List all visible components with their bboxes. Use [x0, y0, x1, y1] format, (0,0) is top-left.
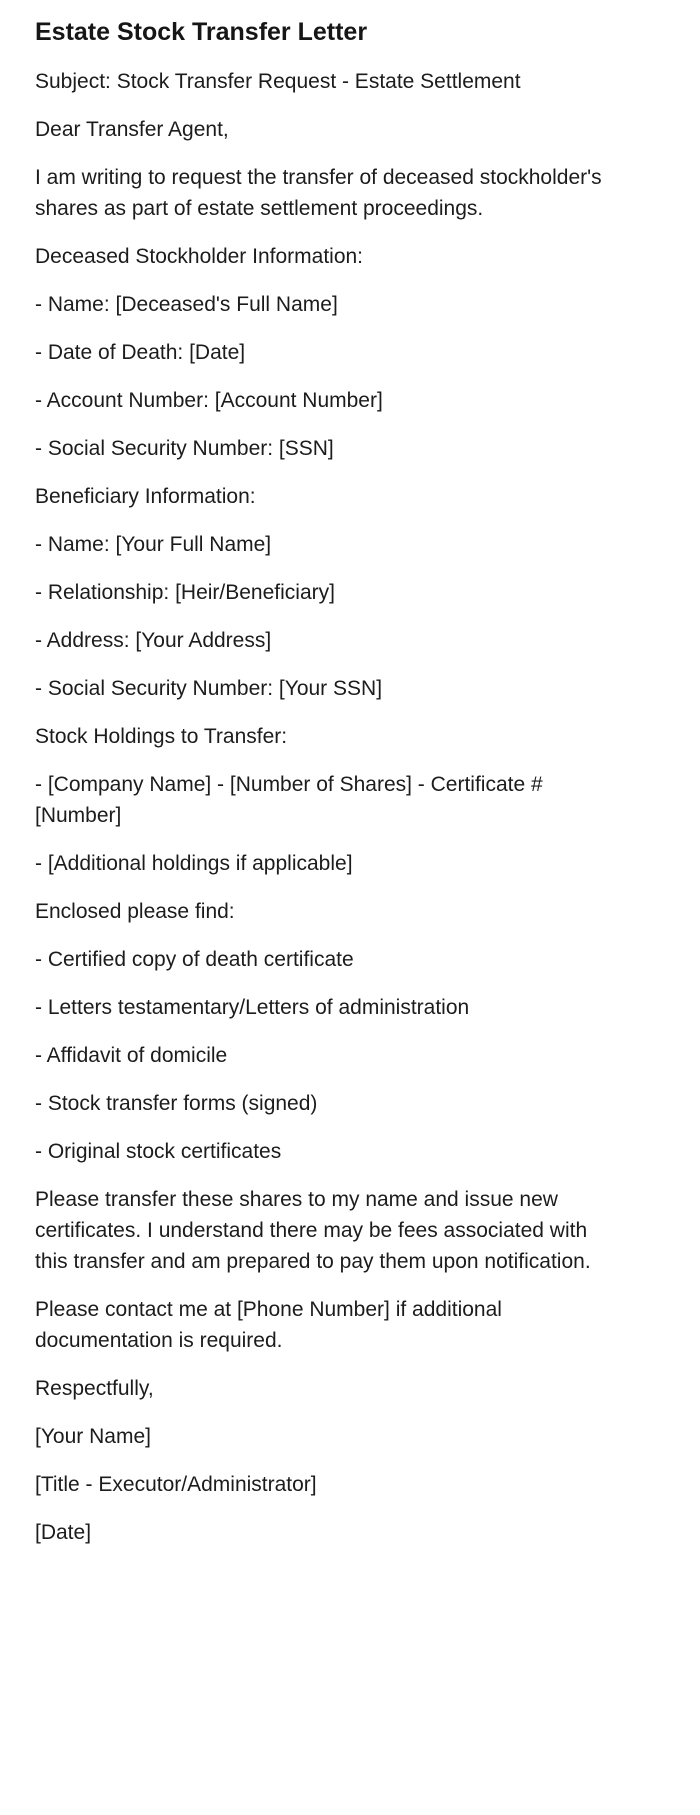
bullet-relationship: - Relationship: [Heir/Beneficiary]: [35, 581, 335, 604]
section-heading-beneficiary-info: Beneficiary Information:: [35, 485, 256, 508]
bullet-additional-holdings: - [Additional holdings if applicable]: [35, 852, 353, 875]
document-title: Estate Stock Transfer Letter: [35, 18, 368, 46]
bullet-death-certificate: - Certified copy of death certificate: [35, 948, 354, 971]
bullet-affidavit-domicile: - Affidavit of domicile: [35, 1044, 228, 1067]
sign-off: Respectfully,: [35, 1377, 154, 1400]
signature-title: [Title - Executor/Administrator]: [35, 1473, 317, 1496]
intro-paragraph: I am writing to request the transfer of deceased stockholder's shares as part of estate settlement proceedings.: [35, 166, 602, 220]
closing-request-paragraph: Please transfer these shares to my name and issue new certificates. I understand there may be fees associated with this transfer and am prepared to pay them upon notification.: [35, 1188, 591, 1273]
bullet-deceased-ssn: - Social Security Number: [SSN]: [35, 437, 334, 460]
bullet-company-holding: - [Company Name] - [Number of Shares] - Certificate #[Number]: [35, 773, 543, 827]
subject-line: Subject: Stock Transfer Request - Estate Settlement: [35, 70, 521, 93]
bullet-beneficiary-name: - Name: [Your Full Name]: [35, 533, 272, 556]
signature-name: [Your Name]: [35, 1425, 151, 1448]
bullet-original-certificates: - Original stock certificates: [35, 1140, 282, 1163]
section-heading-deceased-info: Deceased Stockholder Information:: [35, 245, 364, 268]
bullet-account-number: - Account Number: [Account Number]: [35, 389, 383, 412]
bullet-address: - Address: [Your Address]: [35, 629, 272, 652]
signature-date: [Date]: [35, 1521, 92, 1544]
bullet-beneficiary-ssn: - Social Security Number: [Your SSN]: [35, 677, 383, 700]
bullet-transfer-forms: - Stock transfer forms (signed): [35, 1092, 318, 1115]
bullet-date-of-death: - Date of Death: [Date]: [35, 341, 246, 364]
bullet-deceased-name: - Name: [Deceased's Full Name]: [35, 293, 338, 316]
bullet-letters-testamentary: - Letters testamentary/Letters of administration: [35, 996, 470, 1019]
section-heading-stock-holdings: Stock Holdings to Transfer:: [35, 725, 288, 748]
salutation: Dear Transfer Agent,: [35, 118, 229, 141]
contact-paragraph: Please contact me at [Phone Number] if additional documentation is required.: [35, 1298, 502, 1352]
section-heading-enclosures: Enclosed please find:: [35, 900, 235, 923]
